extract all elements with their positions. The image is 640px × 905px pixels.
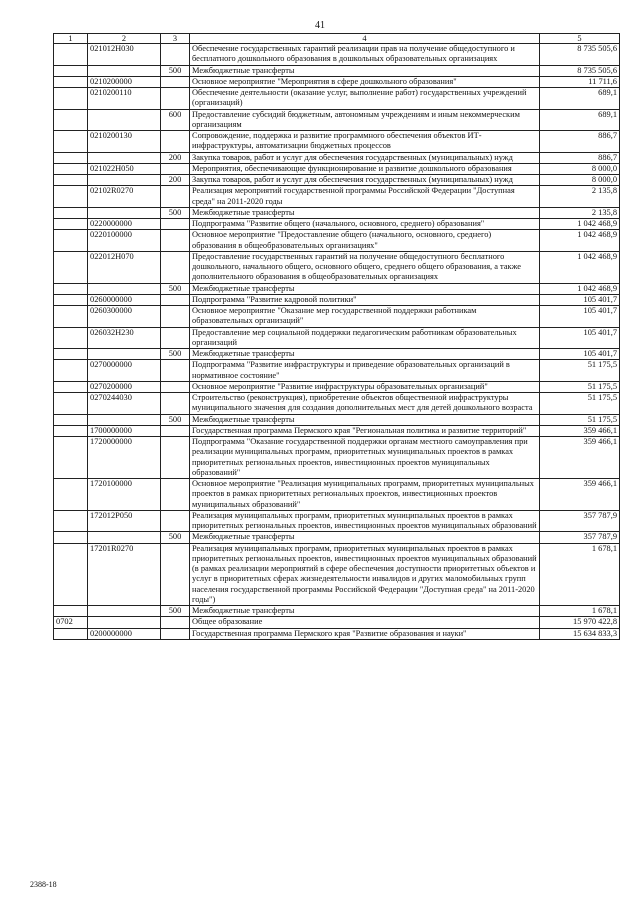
section-code-cell [54,163,88,174]
table-row [54,414,620,425]
table-row [54,131,620,153]
expense-type-cell [161,381,190,392]
section-code-cell [54,175,88,186]
table-row [54,606,620,617]
amount-cell: 1 042 468,9 [540,230,620,252]
column-number-row [54,34,620,44]
item-name-cell: Основное мероприятие "Предоставление общего (начального, основного, среднего) образования в общеобразовательных организациях" [190,230,540,252]
target-article-cell: 0260300000 [88,306,161,328]
item-name-cell: Межбюджетные трансферты [190,606,540,617]
amount-cell: 105 401,7 [540,349,620,360]
amount-cell: 8 000,0 [540,163,620,174]
table-row [54,510,620,532]
item-name-cell: Мероприятия, обеспечивающие функционирование и развитие дошкольного образования [190,163,540,174]
expense-type-cell [161,543,190,606]
section-code-cell [54,628,88,639]
amount-cell: 51 175,5 [540,381,620,392]
expense-type-cell [161,131,190,153]
item-name-cell: Общее образование [190,617,540,628]
table-row [54,479,620,511]
item-name-cell: Предоставление субсидий бюджетным, автономным учреждениям и иным некоммерческим организациям [190,109,540,131]
target-article-cell [88,175,161,186]
section-code-cell [54,230,88,252]
expense-type-cell [161,88,190,110]
amount-cell: 51 175,5 [540,414,620,425]
section-code-cell [54,207,88,218]
item-name-cell: Межбюджетные трансферты [190,414,540,425]
item-name-cell: Межбюджетные трансферты [190,283,540,294]
target-article-cell: 172012Р050 [88,510,161,532]
section-code-cell [54,88,88,110]
expense-type-cell: 500 [161,349,190,360]
table-row [54,381,620,392]
amount-cell: 1 678,1 [540,543,620,606]
section-code-cell [54,543,88,606]
target-article-cell: 17201R0270 [88,543,161,606]
expense-type-cell [161,44,190,66]
section-code-cell [54,251,88,283]
expense-type-cell [161,306,190,328]
column-number: 3 [161,34,190,44]
table-row [54,230,620,252]
section-code-cell [54,437,88,479]
column-number: 4 [190,34,540,44]
amount-cell: 8 735 505,6 [540,65,620,76]
section-code-cell [54,152,88,163]
item-name-cell: Подпрограмма "Развитие кадровой политики" [190,294,540,305]
table-row [54,207,620,218]
table-row [54,327,620,349]
table-row [54,437,620,479]
target-article-cell: 02102R0270 [88,186,161,208]
expense-type-cell [161,437,190,479]
table-row [54,88,620,110]
table-row [54,532,620,543]
expense-type-cell [161,510,190,532]
item-name-cell: Межбюджетные трансферты [190,207,540,218]
section-code-cell [54,606,88,617]
table-row [54,163,620,174]
target-article-cell [88,283,161,294]
amount-cell: 105 401,7 [540,306,620,328]
section-code-cell [54,479,88,511]
target-article-cell [88,414,161,425]
expense-type-cell: 200 [161,152,190,163]
item-name-cell: Государственная программа Пермского края "Региональная политика и развитие территорий" [190,425,540,436]
amount-cell: 886,7 [540,131,620,153]
item-name-cell: Предоставление государственных гарантий на получение общедоступного бесплатного дошкольного, начального общего, основного общего, среднего общего образования, а также дополнительного образования в общеобразовательных организациях [190,251,540,283]
table-row [54,219,620,230]
item-name-cell: Основное мероприятие "Развитие инфраструктуры образовательных организаций" [190,381,540,392]
section-code-cell [54,65,88,76]
expense-type-cell [161,617,190,628]
amount-cell: 15 970 422,8 [540,617,620,628]
item-name-cell: Обеспечение деятельности (оказание услуг, выполнение работ) государственных учреждений (организаций) [190,88,540,110]
table-row [54,152,620,163]
table-row [54,628,620,639]
table-row [54,425,620,436]
expense-type-cell: 500 [161,532,190,543]
expense-type-cell [161,628,190,639]
table-row [54,617,620,628]
amount-cell: 1 042 468,9 [540,251,620,283]
section-code-cell [54,294,88,305]
amount-cell: 51 175,5 [540,360,620,382]
table-row [54,175,620,186]
amount-cell: 357 787,9 [540,510,620,532]
item-name-cell: Сопровождение, поддержка и развитие программного обеспечения объектов ИТ-инфраструктуры, автоматизации бюджетных процессов [190,131,540,153]
item-name-cell: Основное мероприятие "Реализация муниципальных программ, приоритетных муниципальных проектов в рамках приоритетных региональных проектов, инвестиционных проектов муниципальных образований" [190,479,540,511]
target-article-cell: 021022Н050 [88,163,161,174]
target-article-cell: 0210200130 [88,131,161,153]
table-row [54,294,620,305]
section-code-cell [54,414,88,425]
expense-type-cell [161,479,190,511]
table-row [54,65,620,76]
amount-cell: 8 000,0 [540,175,620,186]
expense-type-cell: 200 [161,175,190,186]
expense-type-cell: 500 [161,606,190,617]
item-name-cell: Подпрограмма "Развитие инфраструктуры и приведение образовательных организаций в нормативное состояние" [190,360,540,382]
target-article-cell: 021012Н030 [88,44,161,66]
section-code-cell [54,76,88,87]
section-code-cell: 0702 [54,617,88,628]
target-article-cell: 0210200000 [88,76,161,87]
amount-cell: 359 466,1 [540,479,620,511]
target-article-cell: 0200000000 [88,628,161,639]
item-name-cell: Подпрограмма "Развитие общего (начального, основного, среднего) образования" [190,219,540,230]
amount-cell: 2 135,8 [540,207,620,218]
table-row [54,283,620,294]
expense-type-cell [161,294,190,305]
amount-cell: 359 466,1 [540,425,620,436]
expense-type-cell [161,393,190,415]
expense-type-cell: 500 [161,207,190,218]
target-article-cell: 1720000000 [88,437,161,479]
amount-cell: 105 401,7 [540,327,620,349]
amount-cell: 1 678,1 [540,606,620,617]
item-name-cell: Закупка товаров, работ и услуг для обеспечения государственных (муниципальных) нужд [190,175,540,186]
section-code-cell [54,349,88,360]
amount-cell: 359 466,1 [540,437,620,479]
target-article-cell [88,65,161,76]
target-article-cell [88,606,161,617]
column-number: 5 [540,34,620,44]
amount-cell: 105 401,7 [540,294,620,305]
section-code-cell [54,510,88,532]
amount-cell: 51 175,5 [540,393,620,415]
document-id: 2388-18 [30,880,57,889]
target-article-cell: 0270244030 [88,393,161,415]
section-code-cell [54,381,88,392]
table-row [54,393,620,415]
amount-cell: 2 135,8 [540,186,620,208]
section-code-cell [54,393,88,415]
expense-type-cell [161,219,190,230]
target-article-cell [88,617,161,628]
item-name-cell: Закупка товаров, работ и услуг для обеспечения государственных (муниципальных) нужд [190,152,540,163]
amount-cell: 8 735 505,6 [540,44,620,66]
expense-type-cell [161,327,190,349]
target-article-cell: 0260000000 [88,294,161,305]
table-row [54,251,620,283]
expense-type-cell [161,230,190,252]
target-article-cell [88,349,161,360]
item-name-cell: Межбюджетные трансферты [190,349,540,360]
expense-type-cell [161,360,190,382]
amount-cell: 689,1 [540,109,620,131]
item-name-cell: Реализация мероприятий государственной программы Российской Федерации "Доступная среда" на 2011-2020 годы [190,186,540,208]
item-name-cell: Межбюджетные трансферты [190,532,540,543]
target-article-cell: 0270200000 [88,381,161,392]
table-row [54,360,620,382]
item-name-cell: Подпрограмма "Оказание государственной поддержки органам местного самоуправления при реализации муниципальных программ, приоритетных муниципальных проектов в рамках приоритетных региональных проектов, инвестиционных проектов муниципальных образований" [190,437,540,479]
expense-type-cell: 500 [161,283,190,294]
table-row [54,349,620,360]
item-name-cell: Строительство (реконструкция), приобретение объектов общественной инфраструктуры муниципального значения для создания дополнительных мест для детей дошкольного возраста [190,393,540,415]
item-name-cell: Основное мероприятие "Оказание мер государственной поддержки работникам образовательных организаций" [190,306,540,328]
expense-type-cell: 600 [161,109,190,131]
section-code-cell [54,425,88,436]
section-code-cell [54,327,88,349]
section-code-cell [54,283,88,294]
expense-type-cell [161,76,190,87]
amount-cell: 1 042 468,9 [540,219,620,230]
target-article-cell: 0220000000 [88,219,161,230]
target-article-cell: 026032Н230 [88,327,161,349]
column-number: 2 [88,34,161,44]
section-code-cell [54,131,88,153]
target-article-cell [88,207,161,218]
table-row [54,186,620,208]
target-article-cell: 0210200110 [88,88,161,110]
section-code-cell [54,44,88,66]
target-article-cell [88,109,161,131]
item-name-cell: Реализация муниципальных программ, приоритетных муниципальных проектов в рамках приоритетных региональных проектов, инвестиционных проектов муниципальных образований (в рамках реализации мероприятий в сфере обеспечения доступности приоритетных объектов и услуг в приоритетных сферах жизнедеятельности инвалидов и других маломобильных групп населения государственной программы Российской Федерации "Доступная среда" на 2011-2020 годы") [190,543,540,606]
expense-type-cell [161,425,190,436]
target-article-cell [88,152,161,163]
page-number: 41 [315,20,325,31]
target-article-cell: 1700000000 [88,425,161,436]
amount-cell: 15 634 833,3 [540,628,620,639]
target-article-cell [88,532,161,543]
target-article-cell: 022012Н070 [88,251,161,283]
target-article-cell: 0270000000 [88,360,161,382]
target-article-cell: 0220100000 [88,230,161,252]
expense-type-cell [161,163,190,174]
amount-cell: 886,7 [540,152,620,163]
target-article-cell: 1720100000 [88,479,161,511]
amount-cell: 689,1 [540,88,620,110]
section-code-cell [54,306,88,328]
item-name-cell: Реализация муниципальных программ, приоритетных муниципальных проектов в рамках приоритетных региональных проектов, инвестиционных проектов муниципальных образований [190,510,540,532]
table-row [54,44,620,66]
amount-cell: 1 042 468,9 [540,283,620,294]
expense-type-cell: 500 [161,65,190,76]
expense-type-cell [161,251,190,283]
budget-table [53,33,620,640]
amount-cell: 357 787,9 [540,532,620,543]
column-number: 1 [54,34,88,44]
table-row [54,76,620,87]
item-name-cell: Межбюджетные трансферты [190,65,540,76]
table-row [54,109,620,131]
table-row [54,543,620,606]
amount-cell: 11 711,6 [540,76,620,87]
item-name-cell: Предоставление мер социальной поддержки педагогическим работникам образовательных организаций [190,327,540,349]
section-code-cell [54,186,88,208]
table-row [54,306,620,328]
section-code-cell [54,219,88,230]
item-name-cell: Основное мероприятие "Мероприятия в сфере дошкольного образования" [190,76,540,87]
section-code-cell [54,360,88,382]
item-name-cell: Государственная программа Пермского края "Развитие образования и науки" [190,628,540,639]
expense-type-cell [161,186,190,208]
section-code-cell [54,532,88,543]
item-name-cell: Обеспечение государственных гарантий реализации прав на получение общедоступного и бесплатного дошкольного образования в дошкольных образовательных организациях [190,44,540,66]
expense-type-cell: 500 [161,414,190,425]
section-code-cell [54,109,88,131]
